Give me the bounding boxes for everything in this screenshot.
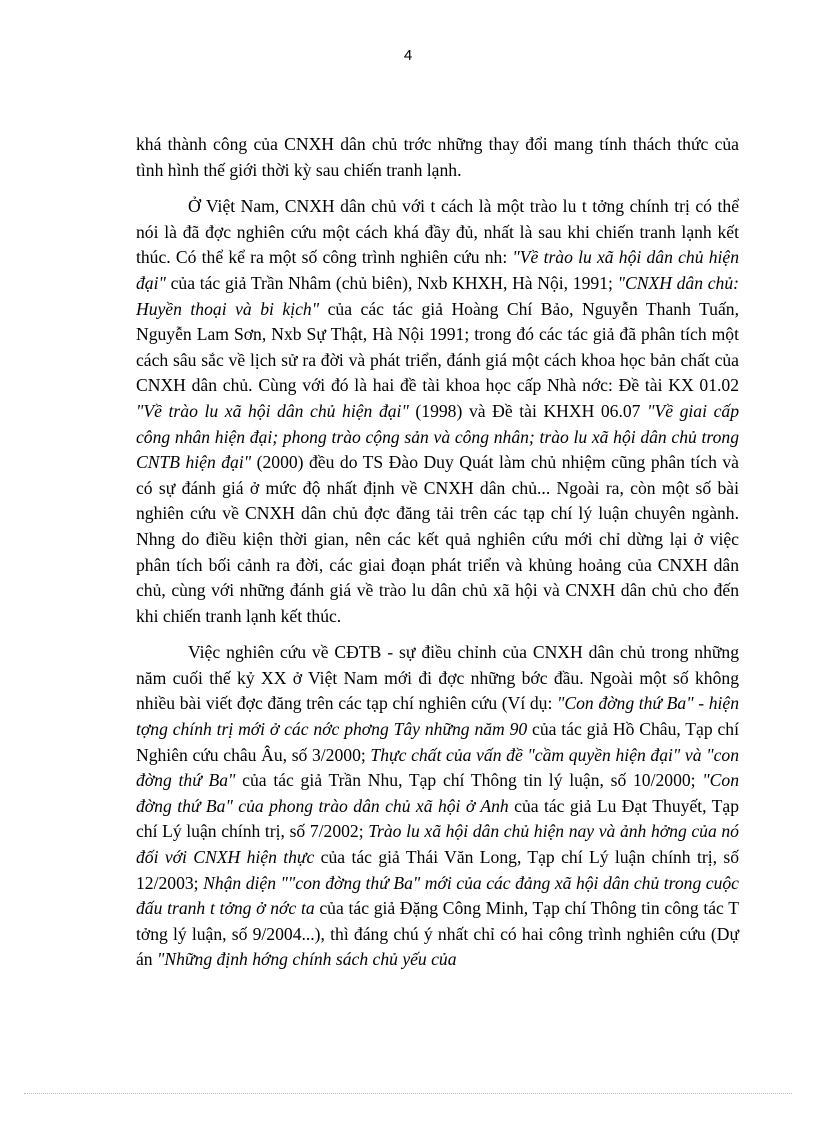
text-run: của các tác giả Hoàng Chí Bảo, Nguyễn Thanh Tuấn, Nguyễn Lam Sơn, Nxb Sự Thật, Hà Nội 1991; trong đó các tác giả đã phân tích một cách sâu sắc về lịch sử ra đời và phát triển, đánh giá một cách khoa học bản chất của CNXH dân chủ. Cùng với đó là hai đề tài khoa học cấp Nhà nớc: Đề tài KX 01.02 [136, 298, 739, 396]
text-run: của tác giả Hồ Châu, Tạp chí Nghiên cứu châu Âu, số 3/2000; [136, 719, 739, 765]
text-run: của tác giả Đặng Công Minh, Tạp chí Thông tin công tác T tởng lý luận, số 9/2004...), thì đáng chú ý nhất chỉ có hai công trình nghiên cứu (Dự án [136, 898, 739, 970]
text-run: của tác giả Lu Đạt Thuyết, Tạp chí Lý luận chính trị, số 7/2002; [136, 795, 739, 842]
italic-citation: "Những định hớng chính sách chủ yếu của [157, 949, 457, 970]
italic-citation: "CNXH dân chủ: Huyền thoại và bi kịch" [136, 272, 739, 319]
italic-citation: "Về trào lu xã hội dân chủ hiện đại" [136, 247, 739, 293]
body-text [136, 132, 739, 984]
text-run: Việc nghiên cứu về CĐTB - sự điều chỉnh của CNXH dân chủ trong những năm cuối thế kỷ XX ở Việt Nam mới đi đợc những bớc đầu. Ngoài một số không nhiều bài viết đợc đăng trên các tạp chí nghiên cứu (Ví dụ: [136, 642, 739, 714]
text-run: (2000) đều do TS Đào Duy Quát làm chủ nhiệm cũng phân tích và có sự đánh giá ở mức độ nhất định về CNXH dân chủ... Ngoài ra, còn một số bài nghiên cứu về CNXH dân chủ đợc đăng tải trên các tạp chí lý luận chuyên ngành. Nhng do điều kiện thời gian, nên các kết quả nghiên cứu mới chỉ dừng lại ở việc phân tích bối cảnh ra đời, các giai đoạn phát triển và khủng hoảng của CNXH dân chủ, cùng với những đánh giá về trào lu dân chủ xã hội và CNXH dân chủ cho đến khi chiến tranh lạnh kết thúc. [136, 452, 739, 626]
italic-citation: "Con đờng thứ Ba" của phong trào dân chủ xã hội ở Anh [136, 770, 739, 816]
paragraph [136, 132, 739, 183]
text-run: (1998) và Đề tài KHXH 06.07 [408, 400, 648, 421]
italic-citation: Trào lu xã hội dân chủ hiện nay và ảnh hởng của nó đối với CNXH hiện thực [136, 821, 739, 868]
italic-citation: "Con đờng thứ Ba" - hiện tợng chính trị mới ở các nớc phơng Tây những năm 90 [136, 693, 739, 740]
italic-citation: Thực chất của vấn đề "cầm quyền hiện đại" và "con đờng thứ Ba" [136, 744, 739, 791]
page-number: 4 [403, 47, 413, 64]
text-run: của tác giả Trần Nhâm (chủ biên), Nxb KHXH, Hà Nội, 1991; [165, 272, 618, 293]
text-run: của tác giả Thái Văn Long, Tạp chí Lý luận chính trị, số 12/2003; [136, 847, 739, 893]
paragraph [136, 640, 739, 973]
page-bottom-rule [24, 1093, 792, 1094]
text-run: Ở Việt Nam, CNXH dân chủ với t cách là một trào lu t tởng chính trị có thể nói là đã đợc nghiên cứu một cách khá đầy đủ, nhất là sau khi chiến tranh lạnh kết thúc. Có thể kể ra một số công trình nghiên cứu nh: [136, 196, 739, 268]
italic-citation: Nhận diện ""con đờng thứ Ba" mới của các đảng xã hội dân chủ trong cuộc đấu tranh t tởng ở nớc ta [136, 872, 739, 919]
italic-citation: "Về giai cấp công nhân hiện đại; phong trào cộng sản và công nhân; trào lu xã hội dân chủ trong CNTB hiện đại" [136, 400, 740, 473]
italic-citation: "Về trào lu xã hội dân chủ hiện đại" [136, 400, 409, 421]
paragraph [136, 194, 739, 629]
text-run: khá thành công của CNXH dân chủ trớc những thay đổi mang tính thách thức của tình hình thế giới thời kỳ sau chiến tranh lạnh. [136, 134, 739, 180]
text-run: của tác giả Trần Nhu, Tạp chí Thông tin lý luận, số 10/2000; [235, 770, 703, 791]
